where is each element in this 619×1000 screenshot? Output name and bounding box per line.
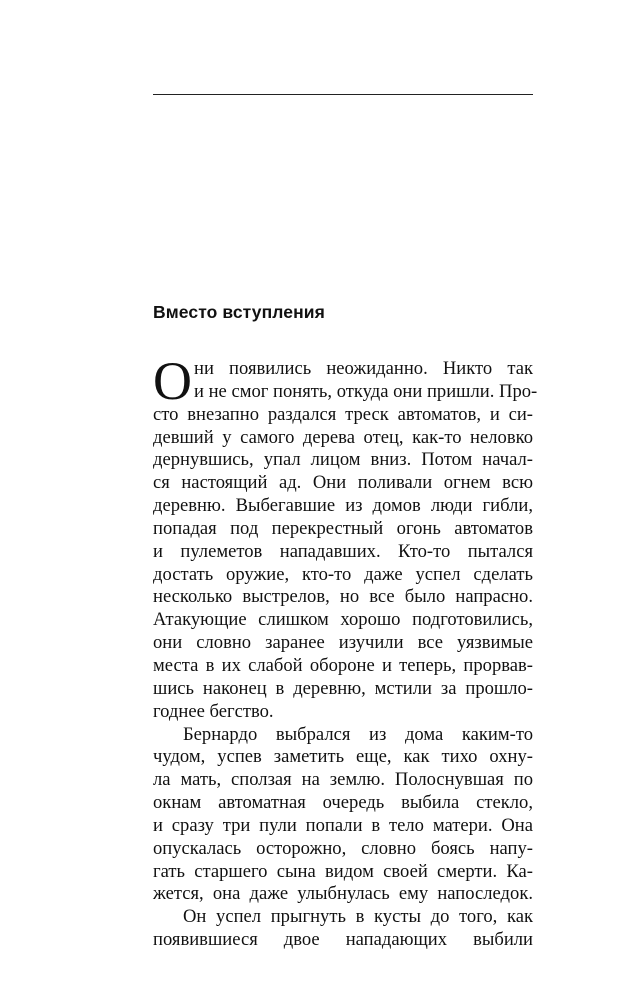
text-line: и пулеметов нападавших. Кто-то пытался — [153, 540, 533, 562]
header-rule — [153, 94, 533, 95]
text-line: дернувшись, упал лицом вниз. Потом начал- — [153, 449, 533, 471]
text-line: годнее бегство. — [153, 700, 274, 722]
text-line: сто внезапно раздался треск автоматов, и си- — [153, 403, 533, 425]
text-line: девший у самого дерева отец, как-то неловко — [153, 426, 533, 448]
text-line: шись наконец в деревню, мстили за прошло- — [153, 677, 533, 699]
text-line: Он успел прыгнуть в кусты до того, как — [183, 906, 533, 928]
text-line: жется, она даже улыбнулась ему напоследок. — [153, 883, 533, 905]
text-line: чудом, успев заметить еще, как тихо охну- — [153, 746, 533, 768]
text-line: и сразу три пули попали в тело матери. Она — [153, 814, 533, 836]
text-line: деревню. Выбегавшие из домов люди гибли, — [153, 495, 533, 517]
text-line: гать старшего сына видом своей смерти. Ка- — [153, 860, 533, 882]
text-line: достать оружие, кто-то даже успел сделать — [153, 563, 533, 585]
text-line: появившиеся двое нападающих выбили — [153, 929, 533, 951]
text-line: ся настоящий ад. Они поливали огнем всю — [153, 472, 533, 494]
text-line: окнам автоматная очередь выбила стекло, — [153, 792, 533, 814]
body-text — [153, 351, 538, 952]
text-line: опускалась осторожно, словно боясь напу- — [153, 837, 533, 859]
text-line: они словно заранее изучили все уязвимые — [153, 632, 533, 654]
drop-cap: О — [153, 351, 192, 411]
chapter-heading: Вместо вступления — [153, 302, 325, 322]
text-line: попадая под перекрестный огонь автоматов — [153, 517, 533, 539]
text-line: ла мать, сползая на землю. Полоснувшая по — [153, 769, 533, 791]
text-line: ни появились неожиданно. Никто так — [194, 358, 533, 379]
text-line: и не смог понять, откуда они пришли. Про- — [194, 380, 538, 402]
text-line: Атакующие слишком хорошо подготовились, — [153, 609, 533, 631]
text-line: места в их слабой обороне и теперь, прорвав- — [153, 654, 533, 676]
text-line: несколько выстрелов, но все было напрасно. — [153, 586, 533, 608]
text-line: Бернардо выбрался из дома каким-то — [183, 723, 533, 745]
